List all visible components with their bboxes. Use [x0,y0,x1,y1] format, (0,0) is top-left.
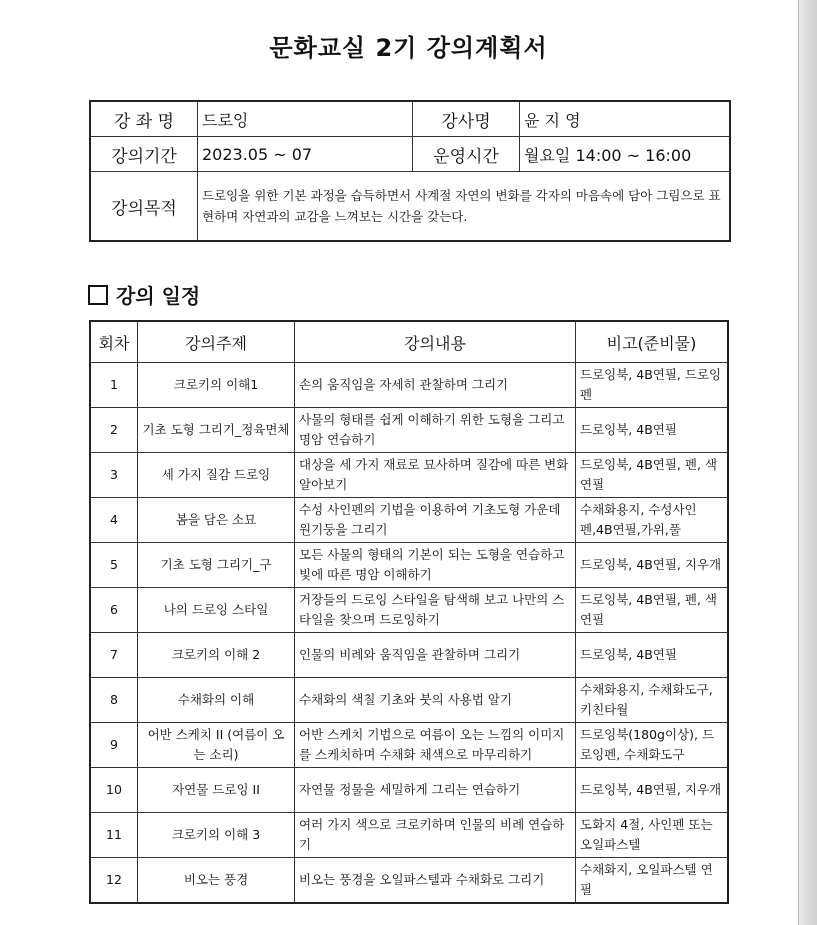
table-row [90,588,728,633]
table-row [90,633,728,678]
session-topic: 기초 도형 그리기_정육면체 [138,408,295,453]
session-content: 손의 움직임을 자세히 관찰하며 그리기 [295,363,576,408]
session-content: 사물의 형태를 쉽게 이해하기 위한 도형을 그리고 명암 연습하기 [295,408,576,453]
document-title: 문화교실 2기 강의계획서 [269,34,548,62]
session-content: 자연물 정물을 세밀하게 그리는 연습하기 [295,768,576,813]
session-number: 8 [90,678,138,723]
period-value: 2023.05 ~ 07 [198,137,413,172]
session-notes: 수채화용지, 수채화도구, 키친타월 [576,678,729,723]
session-notes: 드로잉북, 4B연필, 펜, 색연필 [576,453,729,498]
session-topic: 기초 도형 그리기_구 [138,543,295,588]
session-content: 여러 가지 색으로 크로키하며 인물의 비례 연습하기 [295,813,576,858]
session-notes: 수채화지, 오일파스텔 연필 [576,858,729,904]
session-topic: 세 가지 질감 드로잉 [138,453,295,498]
purpose-value: 드로잉을 위한 기본 과정을 습득하면서 사계절 자연의 변화를 각자의 마음속에 담아 그림으로 표현하며 자연과의 교감을 느껴보는 시간을 갖는다. [198,172,731,242]
session-content: 대상을 세 가지 재료로 묘사하며 질감에 따른 변화 알아보기 [295,453,576,498]
session-notes: 드로잉북, 4B연필, 지우개 [576,768,729,813]
schedule-table [89,320,729,904]
header-session: 회차 [90,321,138,363]
session-number: 5 [90,543,138,588]
session-notes: 드로잉북, 4B연필, 지우개 [576,543,729,588]
section-title: 강의 일정 [116,284,201,308]
schedule-header-row [90,321,728,363]
session-content: 인물의 비례와 움직임을 관찰하며 그리기 [295,633,576,678]
table-row [90,678,728,723]
session-content: 비오는 풍경을 오일파스텔과 수채화로 그리기 [295,858,576,904]
table-row [90,363,728,408]
table-row [90,813,728,858]
session-number: 6 [90,588,138,633]
session-topic: 자연물 드로잉 II [138,768,295,813]
session-content: 거장들의 드로잉 스타일을 탐색해 보고 나만의 스타일을 찾으며 드로잉하기 [295,588,576,633]
section-heading [88,280,200,309]
session-topic: 크로키의 이해 3 [138,813,295,858]
session-number: 9 [90,723,138,768]
session-topic: 어반 스케치 II (여름이 오는 소리) [138,723,295,768]
session-notes: 드로잉북, 4B연필, 펜, 색연필 [576,588,729,633]
time-value: 월요일 14:00 ~ 16:00 [520,137,731,172]
course-name-value: 드로잉 [198,101,413,137]
header-content: 강의내용 [295,321,576,363]
session-topic: 크로키의 이해 2 [138,633,295,678]
checkbox-square-icon [88,285,108,305]
session-notes: 수채화용지, 수성사인펜,4B연필,가위,풀 [576,498,729,543]
table-row [90,453,728,498]
session-content: 어반 스케치 기법으로 여름이 오는 느낌의 이미지를 스케치하며 수채화 채색으로 마무리하기 [295,723,576,768]
table-row [90,768,728,813]
session-content: 수성 사인펜의 기법을 이용하여 기초도형 가운데 원기둥을 그리기 [295,498,576,543]
table-row [90,543,728,588]
session-number: 7 [90,633,138,678]
session-notes: 드로잉북(180g이상), 드로잉펜, 수채화도구 [576,723,729,768]
session-number: 12 [90,858,138,904]
time-label: 운영시간 [413,137,520,172]
session-number: 11 [90,813,138,858]
period-label: 강의기간 [90,137,198,172]
session-topic: 수채화의 이해 [138,678,295,723]
session-number: 10 [90,768,138,813]
session-number: 1 [90,363,138,408]
purpose-label: 강의목적 [90,172,198,242]
teacher-label: 강사명 [413,101,520,137]
header-topic: 강의주제 [138,321,295,363]
session-topic: 크로키의 이해1 [138,363,295,408]
session-topic: 비오는 풍경 [138,858,295,904]
session-number: 4 [90,498,138,543]
course-info-table [89,100,731,242]
header-notes: 비고(준비물) [576,321,729,363]
session-notes: 드로잉북, 4B연필 [576,633,729,678]
session-number: 2 [90,408,138,453]
table-row [90,858,728,904]
session-notes: 도화지 4절, 사인펜 또는 오일파스텔 [576,813,729,858]
session-topic: 봄을 담은 소묘 [138,498,295,543]
session-notes: 드로잉북, 4B연필, 드로잉펜 [576,363,729,408]
session-number: 3 [90,453,138,498]
teacher-value: 윤 지 영 [520,101,731,137]
page-edge [798,0,817,925]
table-row [90,723,728,768]
session-notes: 드로잉북, 4B연필 [576,408,729,453]
session-content: 모든 사물의 형태의 기본이 되는 도형을 연습하고 빛에 따른 명암 이해하기 [295,543,576,588]
session-content: 수채화의 색칠 기초와 붓의 사용법 알기 [295,678,576,723]
session-topic: 나의 드로잉 스타일 [138,588,295,633]
table-row [90,408,728,453]
course-name-label: 강 좌 명 [90,101,198,137]
table-row [90,498,728,543]
